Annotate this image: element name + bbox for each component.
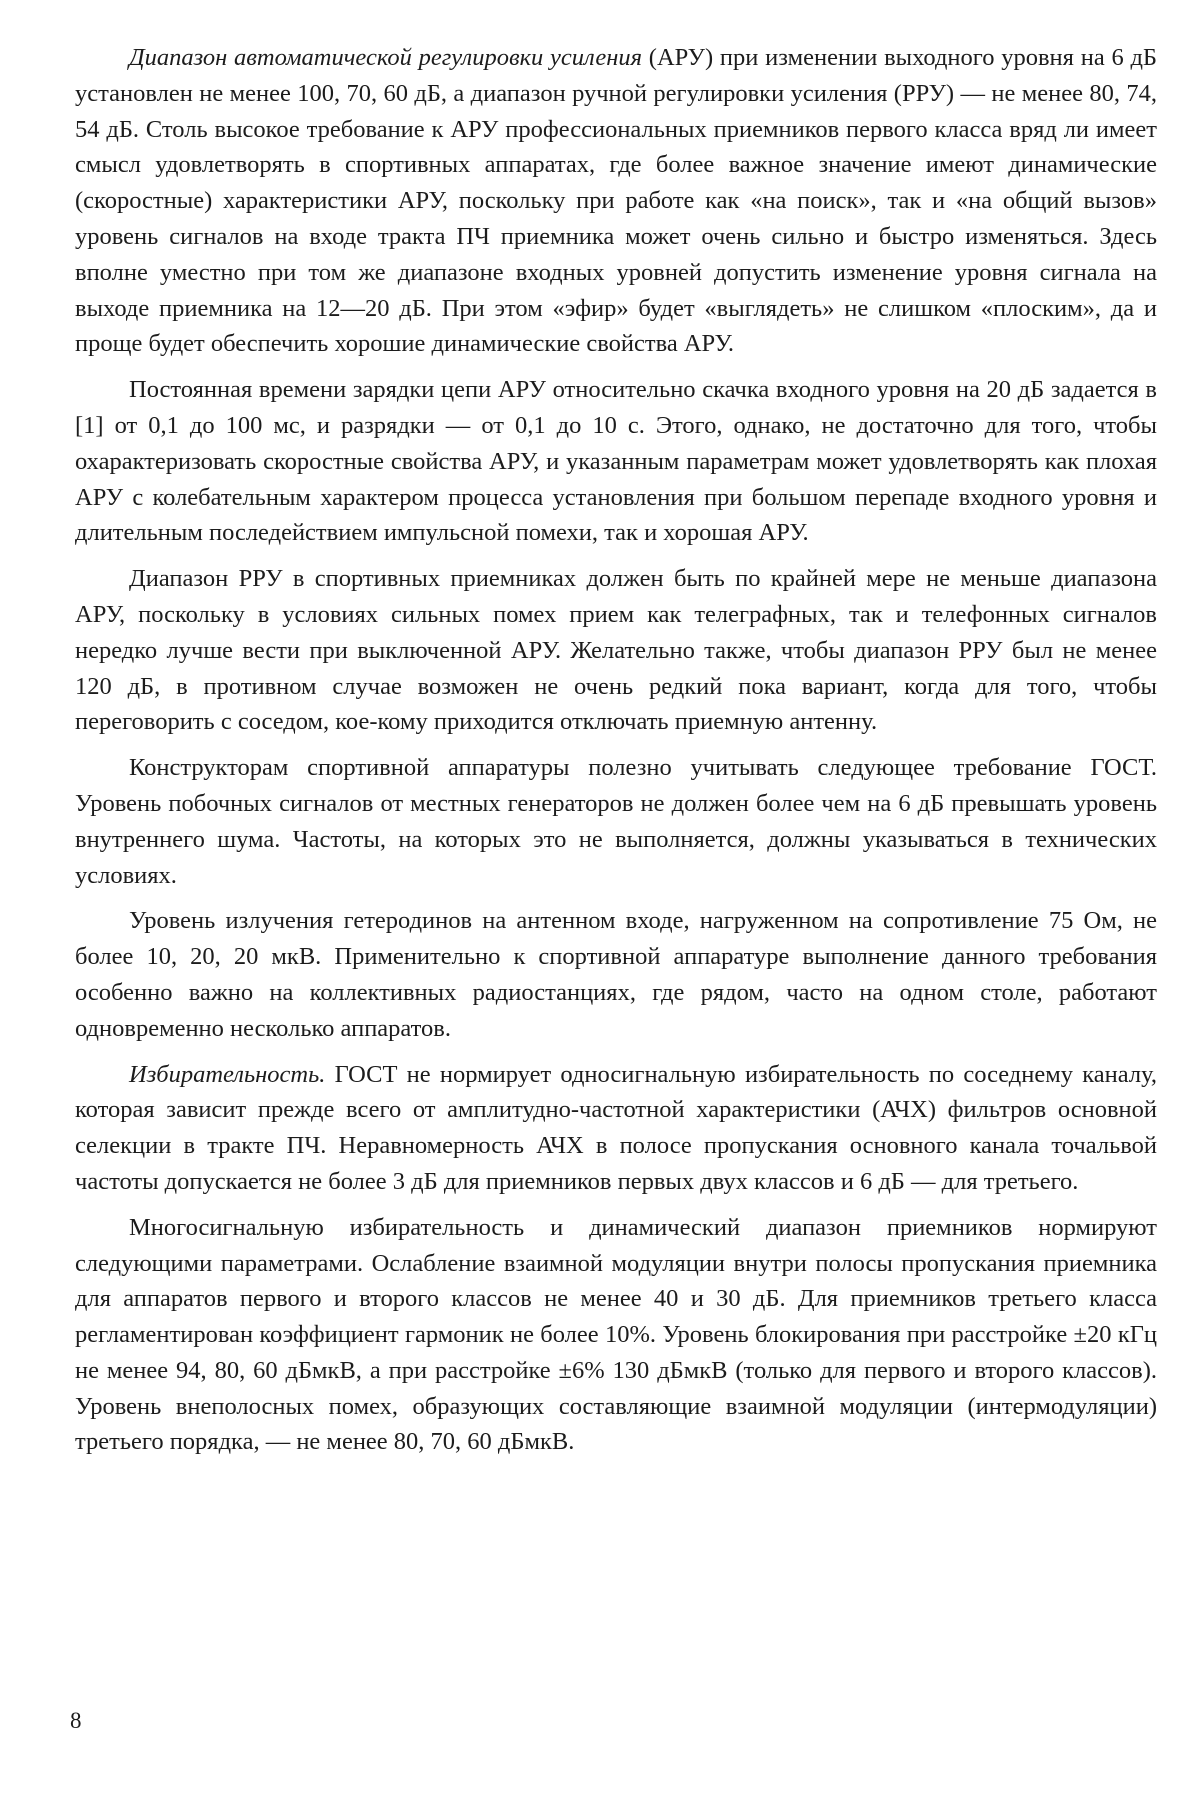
paragraph-agc-time-constant — [75, 372, 1157, 551]
paragraph-multisignal-selectivity — [75, 1210, 1157, 1461]
paragraph-lead: Избирательность. — [129, 1060, 326, 1088]
paragraph-text: Многосигнальную избирательность и динамический диапазон приемников нормируют следующими параметрами. Ослабление взаимной модуляции внутри полосы пропускания приемника для аппаратов первого и второго классов не менее 40 и 30 дБ. Для приемников третьего класса регламентирован коэффициент гармоник не более 10%. Уровень блокирования при расстройке ±20 кГц не менее 94, 80, 60 дБмкВ, а при расстройке ±6% 130 дБмкВ (только для первого и второго классов). Уровень внеполосных помех, образующих составляющие взаимной модуляции (интермодуляции) третьего порядка, — не менее 80, 70, 60 дБмкВ. — [75, 1213, 1157, 1456]
paragraph-agc-range — [75, 40, 1157, 362]
paragraph-text: Уровень излучения гетеродинов на антенном входе, нагруженном на сопротивление 75 Ом, не более 10, 20, 20 мкВ. Применительно к спортивной аппаратуре выполнение данного требования особенно важно на коллективных радиостанциях, где рядом, часто на одном столе, работают одновременно несколько аппаратов. — [75, 907, 1157, 1042]
document-page — [75, 40, 1157, 1470]
paragraph-text: Диапазон РРУ в спортивных приемниках должен быть по крайней мере не меньше диапазона АРУ, поскольку в условиях сильных помех прием как телеграфных, так и телефонных сигналов нередко лучше вести при выключенной АРУ. Желательно также, чтобы диапазон РРУ был не менее 120 дБ, в противном случае возможен не очень редкий пока вариант, когда для того, чтобы переговорить с соседом, кое-кому приходится отключать приемную антенну. — [75, 565, 1157, 736]
paragraph-manual-gain-range — [75, 561, 1157, 740]
paragraph-lead: Диапазон автоматической регулировки усиления — [129, 44, 643, 71]
paragraph-text: Конструкторам спортивной аппаратуры полезно учитывать следующее требование ГОСТ. Уровень побочных сигналов от местных генераторов не должен более чем на 6 дБ превышать уровень внутреннего шума. Частоты, на которых это не выполняется, должны указываться в технических условиях. — [75, 754, 1157, 889]
page-number: 8 — [70, 1708, 82, 1733]
paragraph-oscillator-radiation — [75, 903, 1157, 1046]
paragraph-text: Постоянная времени зарядки цепи АРУ относительно скачка входного уровня на 20 дБ задается в [1] от 0,1 до 100 мс, и разрядки — от 0,1 до 10 с. Этого, однако, не достаточно для того, чтобы охарактеризовать скоростные свойства АРУ, и указанным параметрам может удовлетворять как плохая АРУ с колебательным характером процесса установления при большом перепаде входного уровня и длительным последействием импульсной помехи, так и хорошая АРУ. — [75, 376, 1157, 547]
paragraph-selectivity — [75, 1057, 1157, 1200]
paragraph-text: ГОСТ не нормирует односигнальную избирательность по соседнему каналу, которая зависит прежде всего от амплитудно-частотной характеристики (АЧХ) фильтров основной селекции в тракте ПЧ. Неравномерность АЧХ в полосе пропускания основного канала точальвой частоты допускается не более 3 дБ для приемников первых двух классов и 6 дБ — для третьего. — [75, 1060, 1157, 1195]
paragraph-text: (АРУ) при изменении выходного уровня на 6 дБ установлен не менее 100, 70, 60 дБ, а диапазон ручной регулировки усиления (РРУ) — не менее 80, 74, 54 дБ. Столь высокое требование к АРУ профессиональных приемников первого класса вряд ли имеет смысл удовлетворять в спортивных аппаратах, где более важное значение имеют динамические (скоростные) характеристики АРУ, поскольку при работе как «на поиск», так и «на общий вызов» уровень сигналов на входе тракта ПЧ приемника может очень сильно и быстро изменяться. Здесь вполне уместно при том же диапазоне входных уровней допустить изменение уровня сигнала на выходе приемника на 12—20 дБ. При этом «эфир» будет «выглядеть» не слишком «плоским», да и проще будет обеспечить хорошие динамические свойства АРУ. — [75, 44, 1158, 358]
paragraph-spurious-signals — [75, 750, 1157, 893]
